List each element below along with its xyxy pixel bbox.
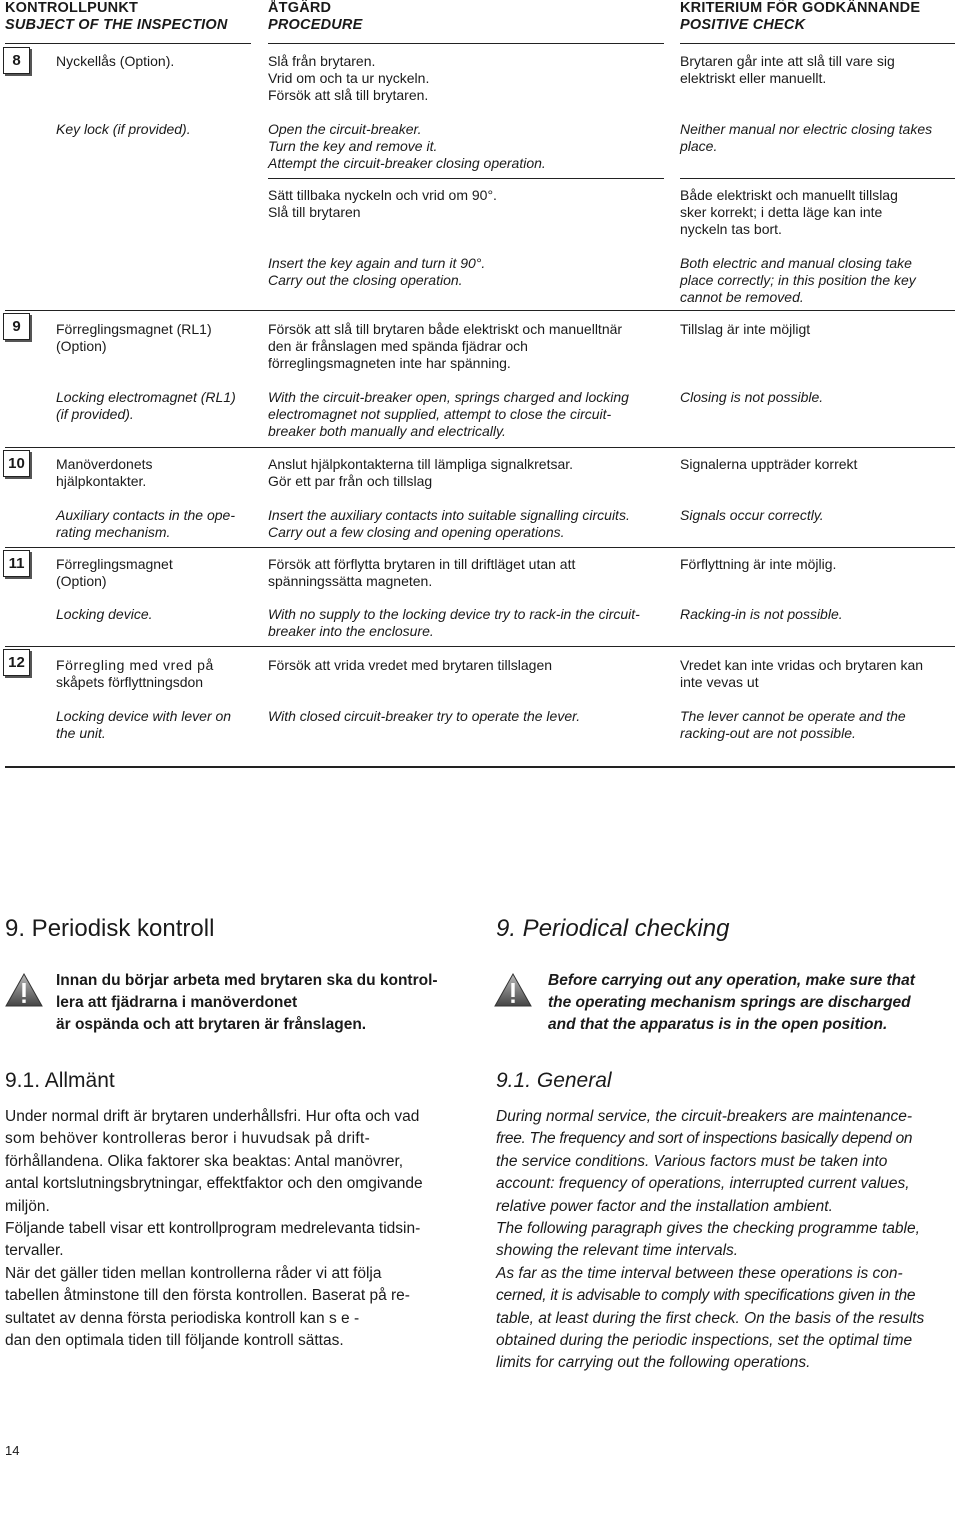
row-number-11: 11 <box>3 550 30 577</box>
section-title-en: 9. Periodical checking <box>496 915 730 942</box>
row8-check2-sv: Både elektriskt och manuellt tillslag sker korrekt; i detta läge kan inte nyckeln tas bort. <box>680 187 898 237</box>
row8-check-en: Neither manual nor electric closing takes place. <box>680 121 933 154</box>
section-title-sv: 9. Periodisk kontroll <box>5 915 215 942</box>
row11-bottom-rule <box>5 646 955 647</box>
row10-check-en: Signals occur correctly. <box>680 507 824 523</box>
warning-text-en: Before carrying out any operation, make sure that the operating mechanism springs are discharged and that the apparatus is in the open position. <box>548 972 915 1033</box>
header-check-sv: KRITERIUM FÖR GODKÄNNANDE <box>680 0 921 16</box>
row8-subrule-check <box>680 178 955 179</box>
row11-subject-sv: Förreglingsmagnet (Option) <box>56 556 173 589</box>
row12-check-en: The lever cannot be operate and the racking-out are not possible. <box>680 708 906 741</box>
warning-triangle-icon <box>493 972 533 1008</box>
warning-triangle-icon <box>4 972 44 1008</box>
header-procedure-en: PROCEDURE <box>268 17 363 33</box>
row8-subject-sv: Nyckellås (Option). <box>56 53 175 69</box>
row12-procedure-en: With closed circuit-breaker try to operate the lever. <box>268 708 581 724</box>
row8-subrule-proc <box>268 178 664 179</box>
page-number: 14 <box>5 1443 20 1458</box>
row12-check-sv: Vredet kan inte vridas och brytaren kan inte vevas ut <box>680 657 924 690</box>
table-bottom-rule <box>5 766 955 768</box>
row8-subject-en: Key lock (if provided). <box>56 121 191 137</box>
header-check <box>680 0 920 34</box>
row11-procedure-sv: Försök att förflytta brytaren in till driftläget utan att spänningssätta magneten. <box>268 556 576 589</box>
row8-procedure2-en: Insert the key again and turn it 90°. Carry out the closing operation. <box>268 255 486 288</box>
row12-procedure-sv: Försök att vrida vredet med brytaren tillslagen <box>268 657 553 673</box>
row8-check-sv: Brytaren går inte att slå till vare sig elektriskt eller manuellt. <box>680 53 895 86</box>
row10-subject-sv: Manöverdonets hjälpkontakter. <box>56 456 153 489</box>
header-check-en: POSITIVE CHECK <box>680 17 806 33</box>
header-subject-en: SUBJECT OF THE INSPECTION <box>5 17 228 33</box>
row-number-9: 9 <box>3 313 30 340</box>
row-number-12: 12 <box>3 649 30 676</box>
row9-check-sv: Tillslag är inte möjligt <box>680 321 811 337</box>
row10-procedure-sv: Anslut hjälpkontakterna till lämpliga signalkretsar. Gör ett par från och tillslag <box>268 456 574 489</box>
row8-procedure-sv: Slå från brytaren. Vrid om och ta ur nyckeln. Försök att slå till brytaren. <box>268 53 430 103</box>
header-rule-1 <box>5 43 251 44</box>
row11-check-en: Racking-in is not possible. <box>680 606 843 622</box>
header-subject <box>5 0 228 34</box>
body-text-sv: Under normal drift är brytaren underhållsfri. Hur ofta och vad som behöver kontrolleras beror i huvudsak på drift- förhållandena. Olika faktorer ska beaktas: Antal manövrer, antal kortslutningsbrytningar, effektfaktor och den omgivande miljön. Följande tabell visar ett kontrollprogram medrelevanta tidsin- tervaller. När det gäller tiden mellan kontrollerna råder vi att följa tabellen åtminstone till den första kontrollen. Baserat på re- sultatet av denna första periodiska kontroll kan s e - dan den optimala tiden till följande kontroll sättas. <box>5 1108 423 1350</box>
row10-check-sv: Signalerna uppträder korrekt <box>680 456 858 472</box>
row8-procedure2-sv: Sätt tillbaka nyckeln och vrid om 90°. Slå till brytaren <box>268 187 497 220</box>
row10-bottom-rule <box>5 547 955 548</box>
row8-procedure-en: Open the circuit-breaker. Turn the key and remove it. Attempt the circuit-breaker closing operation. <box>268 121 546 171</box>
header-rule-2 <box>268 43 664 44</box>
row9-subject-sv: Förreglingsmagnet (RL1) (Option) <box>56 321 212 354</box>
header-rule-3 <box>680 43 955 44</box>
row8-check2-en: Both electric and manual closing take place correctly; in this position the key cannot be removed. <box>680 255 916 305</box>
row9-subject-en: Locking electromagnet (RL1) (if provided). <box>56 389 236 422</box>
body-text-en: During normal service, the circuit-breakers are maintenance- free. The frequency and sort of inspections basically depend on the service conditions. Various factors must be taken into account: frequency of operations, interrupted current values, relative power factor and the installation ambient. The following paragraph gives the checking programme table, showing the relevant time intervals. As far as the time interval between these operations is con- cerned, it is advisable to comply with specifications given in the table, at least during the first check. On the basis of the results obtained during the periodic inspections, set the optimal time limits for carrying out the following operations. <box>496 1108 925 1372</box>
warning-text-sv: Innan du börjar arbeta med brytaren ska du kontrol- lera att fjädrarna i manöverdonet är ospända och att brytaren är frånslagen. <box>56 972 438 1033</box>
row9-check-en: Closing is not possible. <box>680 389 824 405</box>
row10-procedure-en: Insert the auxiliary contacts into suitable signalling circuits. Carry out a few closing and opening operations. <box>268 507 630 540</box>
subsection-title-sv: 9.1. Allmänt <box>5 1069 115 1092</box>
row-number-10: 10 <box>3 450 30 477</box>
row11-procedure-en: With no supply to the locking device try to rack-in the circuit- breaker into the enclosure. <box>268 606 640 639</box>
subsection-title-en: 9.1. General <box>496 1069 612 1092</box>
row11-subject-en: Locking device. <box>56 606 153 622</box>
row-number-8: 8 <box>3 47 30 74</box>
row8-bottom-rule <box>5 310 955 311</box>
row9-procedure-en: With the circuit-breaker open, springs charged and locking electromagnet not supplied, attempt to close the circuit- breaker both manually and electrically. <box>268 389 629 439</box>
row9-procedure-sv: Försök att slå till brytaren både elektriskt och manuelltnär den är frånslagen med spända fjädrar och förreglingsmagneten inte har spänning. <box>268 321 623 371</box>
row11-check-sv: Förflyttning är inte möjlig. <box>680 556 837 572</box>
row12-subject-en: Locking device with lever on the unit. <box>56 708 232 741</box>
row9-bottom-rule <box>5 447 955 448</box>
row12-subject-sv: Förregling med vred på skåpets förflyttningsdon <box>56 657 214 690</box>
header-subject-sv: KONTROLLPUNKT <box>5 0 139 16</box>
row10-subject-en: Auxiliary contacts in the ope- rating mechanism. <box>56 507 235 540</box>
header-procedure <box>268 0 362 34</box>
header-procedure-sv: ÅTGÄRD <box>268 0 332 16</box>
